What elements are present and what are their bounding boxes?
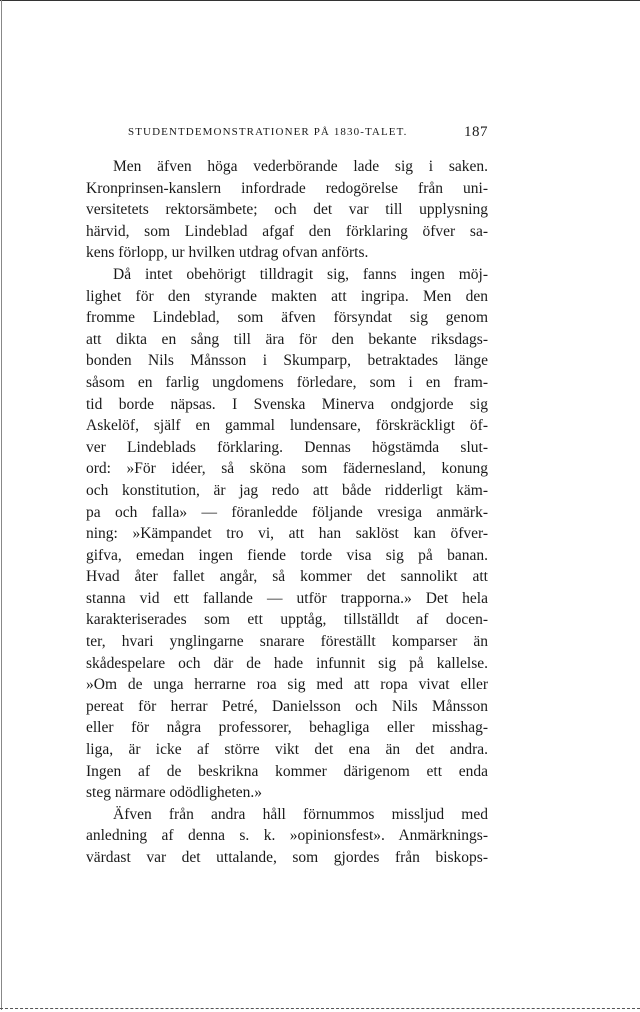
text-line: Askelöf, själf en gammal lundensare, förskräckligt öf- — [86, 417, 488, 435]
text-line: att dikta en sång till ära för den bekante riksdags- — [86, 330, 488, 348]
text-line: tid borde näpsas. I Svenska Minerva ondgjorde sig — [86, 395, 488, 413]
text-line: Då intet obehörigt tilldragit sig, fanns ingen möj- — [113, 265, 488, 283]
text-line: och konstitution, är jag redo att både ridderligt käm- — [86, 481, 488, 499]
text-line: härvid, som Lindeblad afgaf den förklaring öfver sa- — [86, 222, 488, 240]
text-line: Hvad åter fallet angår, så kommer det sannolikt att — [86, 568, 488, 586]
text-line: lighet för den styrande makten att ingripa. Men den — [86, 287, 488, 305]
scan-top-edge — [0, 0, 640, 1]
text-line: liga, är icke af större vikt det ena än det andra. — [86, 741, 488, 759]
text-line: ver Lindeblads förklaring. Dennas högstämda slut- — [86, 438, 488, 456]
text-line: anledning af denna s. k. »opinionsfest». Anmärknings- — [86, 827, 488, 845]
text-line: steg närmare odödligheten.» — [86, 784, 263, 802]
text-line: pereat för herrar Petré, Danielsson och Nils Månsson — [86, 697, 488, 715]
text-line: Kronprinsen-kanslern infordrade redogörelse från uni- — [86, 179, 488, 197]
text-line: ord: »För idéer, så sköna som fädernesland, konung — [86, 460, 488, 478]
text-line: skådespelare och där de hade infunnit sig på kallelse. — [86, 654, 488, 672]
text-line: »Om de unga herrarne roa sig med att ropa vivat eller — [86, 676, 488, 694]
text-line: ter, hvari ynglingarne snarare föreställt komparser än — [86, 633, 488, 651]
text-line: karakteriserades som ett upptåg, tillställdt af docen- — [86, 611, 488, 629]
scan-bottom-edge — [0, 1008, 640, 1009]
text-line: versitetets rektorsämbete; och det var till upplysning — [86, 201, 488, 219]
text-line: pa och falla» — föranledde följande vresiga anmärk- — [86, 503, 488, 521]
text-line: kens förlopp, ur hvilken utdrag ofvan anförts. — [86, 244, 369, 262]
text-line: ning: »Kämpandet tro vi, att han saklöst kan öfver- — [86, 525, 488, 543]
text-line: eller för några professorer, behagliga eller misshag- — [86, 719, 488, 737]
page-number: 187 — [464, 124, 488, 140]
text-line: Äfven från andra håll förnummos missljud med — [113, 805, 488, 823]
text-line: såsom en farlig ungdomens förledare, som i en fram- — [86, 373, 488, 391]
text-line: Ingen af de beskrikna kommer därigenom ett enda — [86, 762, 488, 780]
text-line: stanna vid ett fallande — utför trapporna.» Det hela — [86, 589, 488, 607]
running-header — [128, 124, 488, 142]
running-title: STUDENTDEMONSTRATIONER PÅ 1830-TALET. — [128, 126, 408, 138]
text-line: bonden Nils Månsson i Skumparp, betraktades länge — [86, 352, 488, 370]
text-line: fromme Lindeblad, som äfven försyndat sig genom — [86, 309, 488, 327]
text-line: värdast var det uttalande, som gjordes från biskops- — [86, 849, 488, 866]
scan-left-edge — [1, 0, 2, 1010]
text-line: Men äfven höga vederbörande lade sig i saken. — [113, 158, 488, 175]
text-line: gifva, emedan ingen fiende torde visa sig på banan. — [86, 546, 488, 564]
body-text — [86, 156, 488, 869]
